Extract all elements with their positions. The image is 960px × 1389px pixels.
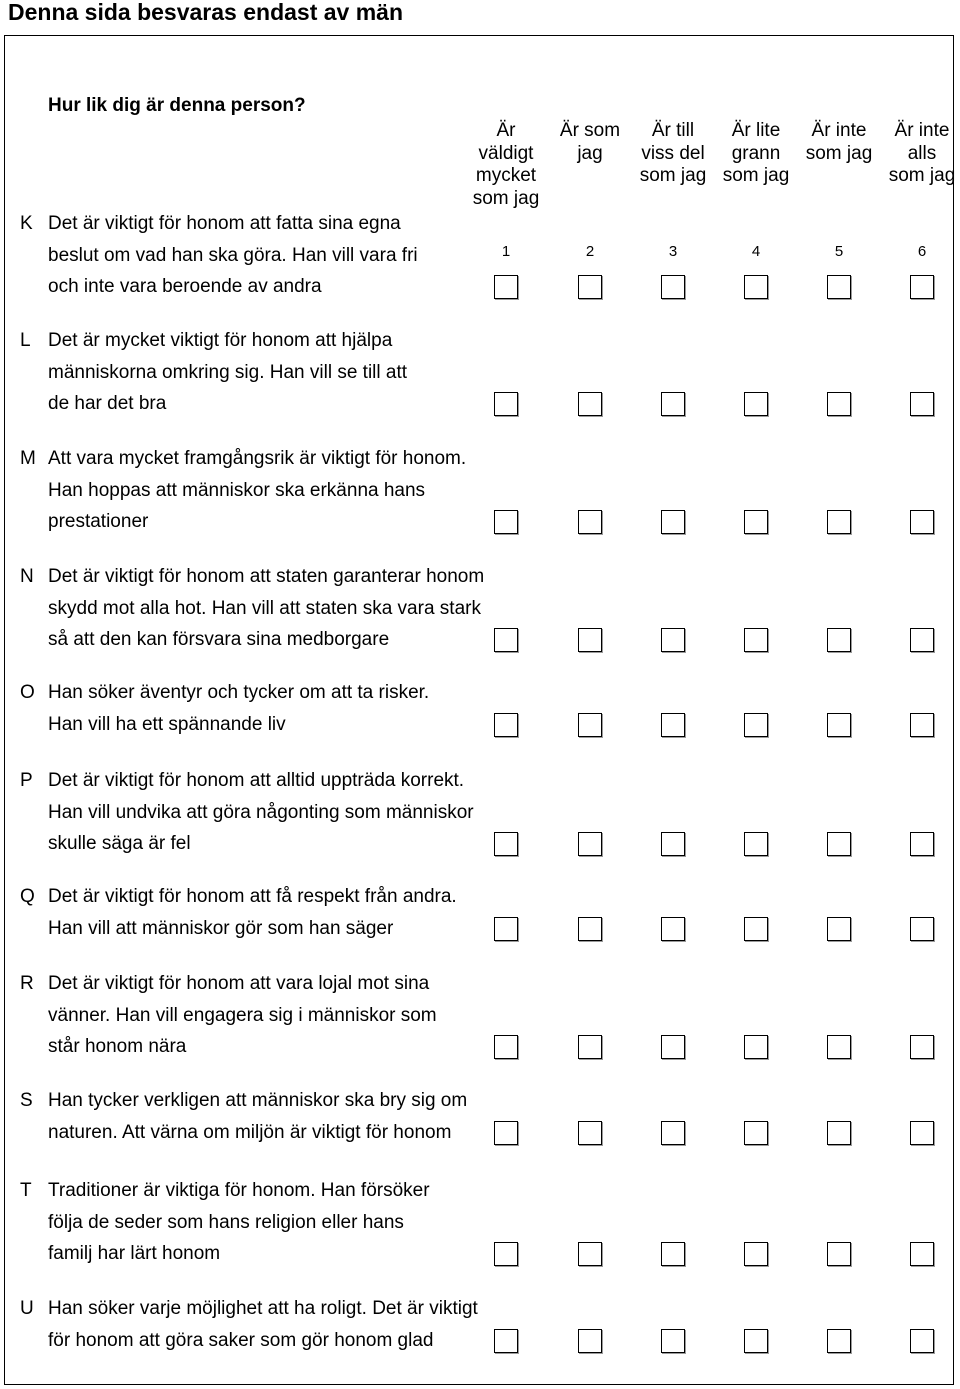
item-text-line: Han söker varje möjlighet att ha roligt. Det är viktigt bbox=[48, 1298, 478, 1319]
page-title: Denna sida besvaras endast av män bbox=[8, 0, 404, 25]
checkbox-n-4[interactable] bbox=[744, 628, 768, 652]
item-text-line: Det är viktigt för honom att alltid uppträda korrekt. bbox=[48, 770, 465, 791]
scale-number-3: 3 bbox=[668, 243, 678, 260]
item-letter: Q bbox=[20, 886, 35, 907]
checkbox-u-6[interactable] bbox=[910, 1329, 934, 1353]
item-text bbox=[48, 881, 457, 944]
checkbox-o-6[interactable] bbox=[910, 713, 934, 737]
scale-number-5: 5 bbox=[834, 243, 844, 260]
column-header-line: Är lite bbox=[731, 120, 781, 141]
checkbox-q-3[interactable] bbox=[661, 917, 685, 941]
item-text bbox=[48, 208, 418, 303]
checkbox-u-1[interactable] bbox=[494, 1329, 518, 1353]
checkbox-t-1[interactable] bbox=[494, 1242, 518, 1266]
checkbox-m-2[interactable] bbox=[578, 510, 602, 534]
item-text-line: står honom nära bbox=[48, 1036, 187, 1057]
checkbox-r-3[interactable] bbox=[661, 1035, 685, 1059]
item-text-line: för honom att göra saker som gör honom glad bbox=[48, 1329, 434, 1351]
item-text-line: Traditioner är viktiga för honom. Han försöker bbox=[48, 1180, 430, 1201]
item-text bbox=[48, 325, 407, 420]
scale-number-1: 1 bbox=[501, 243, 511, 260]
column-header-line: Är inte bbox=[811, 120, 867, 141]
column-header-line: mycket bbox=[475, 165, 537, 186]
item-text-line: Det är mycket viktigt för honom att hjälpa bbox=[48, 330, 393, 351]
item-letter: R bbox=[20, 973, 34, 994]
checkbox-s-5[interactable] bbox=[827, 1121, 851, 1145]
checkbox-t-2[interactable] bbox=[578, 1242, 602, 1266]
scale-number-2: 2 bbox=[585, 243, 595, 260]
column-header-line: grann bbox=[731, 142, 781, 164]
item-text bbox=[48, 443, 466, 538]
item-text-line: Att vara mycket framgångsrik är viktigt för honom. bbox=[48, 448, 467, 469]
checkbox-k-2[interactable] bbox=[578, 275, 602, 299]
question-heading: Hur lik dig är denna person? bbox=[48, 95, 306, 116]
item-text bbox=[48, 765, 474, 860]
item-letter: K bbox=[20, 213, 33, 234]
item-letter: U bbox=[20, 1298, 34, 1319]
item-text-line: Det är viktigt för honom att få respekt från andra. bbox=[48, 886, 457, 907]
checkbox-p-3[interactable] bbox=[661, 832, 685, 856]
column-header-line: som jag bbox=[639, 165, 707, 186]
item-text-line: familj har lärt honom bbox=[48, 1243, 221, 1264]
item-text-line: Han vill att människor gör som han säger bbox=[48, 917, 394, 939]
checkbox-o-4[interactable] bbox=[744, 713, 768, 737]
checkbox-q-5[interactable] bbox=[827, 917, 851, 941]
item-text-line: människorna omkring sig. Han vill se till att bbox=[48, 361, 408, 383]
checkbox-p-5[interactable] bbox=[827, 832, 851, 856]
checkbox-p-1[interactable] bbox=[494, 832, 518, 856]
checkbox-o-1[interactable] bbox=[494, 713, 518, 737]
item-letter: S bbox=[20, 1090, 33, 1111]
checkbox-l-4[interactable] bbox=[744, 392, 768, 416]
checkbox-k-4[interactable] bbox=[744, 275, 768, 299]
item-text-line: beslut om vad han ska göra. Han vill vara fri bbox=[48, 244, 418, 266]
checkbox-m-1[interactable] bbox=[494, 510, 518, 534]
item-text-line: naturen. Att värna om miljön är viktigt för honom bbox=[48, 1121, 452, 1143]
column-header-line: viss del bbox=[641, 142, 705, 164]
item-text-line: Han vill ha ett spännande liv bbox=[48, 713, 286, 735]
column-header-line: väldigt bbox=[478, 142, 534, 164]
item-text-line: Det är viktigt för honom att staten garanterar honom bbox=[48, 566, 485, 587]
checkbox-s-6[interactable] bbox=[910, 1121, 934, 1145]
checkbox-p-2[interactable] bbox=[578, 832, 602, 856]
item-text bbox=[48, 968, 437, 1063]
item-text-line: vänner. Han vill engagera sig i människor som bbox=[48, 1004, 437, 1026]
checkbox-k-1[interactable] bbox=[494, 275, 518, 299]
item-letter: M bbox=[20, 448, 36, 469]
checkbox-l-3[interactable] bbox=[661, 392, 685, 416]
checkbox-l-6[interactable] bbox=[910, 392, 934, 416]
checkbox-t-4[interactable] bbox=[744, 1242, 768, 1266]
item-text-line: Det är viktigt för honom att fatta sina egna bbox=[48, 213, 401, 234]
column-header-line: Är inte bbox=[894, 120, 950, 141]
checkbox-n-6[interactable] bbox=[910, 628, 934, 652]
checkbox-m-5[interactable] bbox=[827, 510, 851, 534]
checkbox-s-3[interactable] bbox=[661, 1121, 685, 1145]
checkbox-u-3[interactable] bbox=[661, 1329, 685, 1353]
column-header-line: Är till bbox=[651, 120, 695, 141]
checkbox-l-5[interactable] bbox=[827, 392, 851, 416]
checkbox-m-3[interactable] bbox=[661, 510, 685, 534]
item-letter: T bbox=[20, 1180, 32, 1201]
item-text-line: Han tycker verkligen att människor ska bry sig om bbox=[48, 1090, 468, 1111]
checkbox-n-1[interactable] bbox=[494, 628, 518, 652]
item-letter: N bbox=[20, 566, 34, 587]
checkbox-q-2[interactable] bbox=[578, 917, 602, 941]
item-letter: P bbox=[20, 770, 33, 791]
item-text-line: så att den kan försvara sina medborgare bbox=[48, 629, 390, 650]
item-text bbox=[48, 677, 429, 740]
item-text bbox=[48, 1293, 478, 1356]
checkbox-u-5[interactable] bbox=[827, 1329, 851, 1353]
column-header-line: som jag bbox=[888, 165, 956, 186]
item-letter: O bbox=[20, 682, 35, 703]
column-header-line: Är som bbox=[559, 120, 621, 141]
checkbox-l-2[interactable] bbox=[578, 392, 602, 416]
scale-number-6: 6 bbox=[917, 243, 927, 260]
item-text-line: Det är viktigt för honom att vara lojal mot sina bbox=[48, 973, 430, 994]
column-header-line: som jag bbox=[722, 165, 790, 186]
item-text-line: skydd mot alla hot. Han vill att staten ska vara stark bbox=[48, 597, 481, 619]
item-text bbox=[48, 1085, 467, 1148]
checkbox-t-6[interactable] bbox=[910, 1242, 934, 1266]
column-header-line: som jag bbox=[805, 142, 873, 164]
checkbox-o-2[interactable] bbox=[578, 713, 602, 737]
checkbox-u-4[interactable] bbox=[744, 1329, 768, 1353]
column-header-line: jag bbox=[577, 142, 603, 164]
checkbox-p-4[interactable] bbox=[744, 832, 768, 856]
checkbox-r-4[interactable] bbox=[744, 1035, 768, 1059]
checkbox-t-3[interactable] bbox=[661, 1242, 685, 1266]
item-text bbox=[48, 1175, 430, 1270]
item-text-line: skulle säga är fel bbox=[48, 833, 191, 854]
item-text-line: Han hoppas att människor ska erkänna hans bbox=[48, 479, 426, 501]
checkbox-o-5[interactable] bbox=[827, 713, 851, 737]
column-header-line: som jag bbox=[472, 187, 540, 209]
checkbox-q-1[interactable] bbox=[494, 917, 518, 941]
checkbox-n-3[interactable] bbox=[661, 628, 685, 652]
item-letter: L bbox=[20, 330, 31, 351]
checkbox-m-4[interactable] bbox=[744, 510, 768, 534]
checkbox-o-3[interactable] bbox=[661, 713, 685, 737]
item-text-line: Han vill undvika att göra någonting som människor bbox=[48, 801, 474, 823]
column-header-line: Är bbox=[496, 120, 516, 141]
checkbox-r-5[interactable] bbox=[827, 1035, 851, 1059]
checkbox-n-2[interactable] bbox=[578, 628, 602, 652]
checkbox-s-4[interactable] bbox=[744, 1121, 768, 1145]
checkbox-q-6[interactable] bbox=[910, 917, 934, 941]
checkbox-q-4[interactable] bbox=[744, 917, 768, 941]
column-header-6 bbox=[872, 120, 960, 188]
checkbox-s-2[interactable] bbox=[578, 1121, 602, 1145]
checkbox-r-2[interactable] bbox=[578, 1035, 602, 1059]
checkbox-t-5[interactable] bbox=[827, 1242, 851, 1266]
item-text-line: prestationer bbox=[48, 511, 149, 532]
checkbox-r-6[interactable] bbox=[910, 1035, 934, 1059]
checkbox-s-1[interactable] bbox=[494, 1121, 518, 1145]
checkbox-l-1[interactable] bbox=[494, 392, 518, 416]
column-header-line: alls bbox=[907, 142, 937, 164]
checkbox-u-2[interactable] bbox=[578, 1329, 602, 1353]
item-text-line: Han söker äventyr och tycker om att ta risker. bbox=[48, 682, 430, 703]
item-text bbox=[48, 561, 484, 656]
checkbox-m-6[interactable] bbox=[910, 510, 934, 534]
item-text-line: och inte vara beroende av andra bbox=[48, 276, 322, 297]
checkbox-p-6[interactable] bbox=[910, 832, 934, 856]
item-text-line: de har det bra bbox=[48, 393, 167, 414]
checkbox-r-1[interactable] bbox=[494, 1035, 518, 1059]
checkbox-k-5[interactable] bbox=[827, 275, 851, 299]
checkbox-k-3[interactable] bbox=[661, 275, 685, 299]
checkbox-k-6[interactable] bbox=[910, 275, 934, 299]
item-text-line: följa de seder som hans religion eller hans bbox=[48, 1211, 404, 1233]
checkbox-n-5[interactable] bbox=[827, 628, 851, 652]
scale-number-4: 4 bbox=[751, 243, 761, 260]
